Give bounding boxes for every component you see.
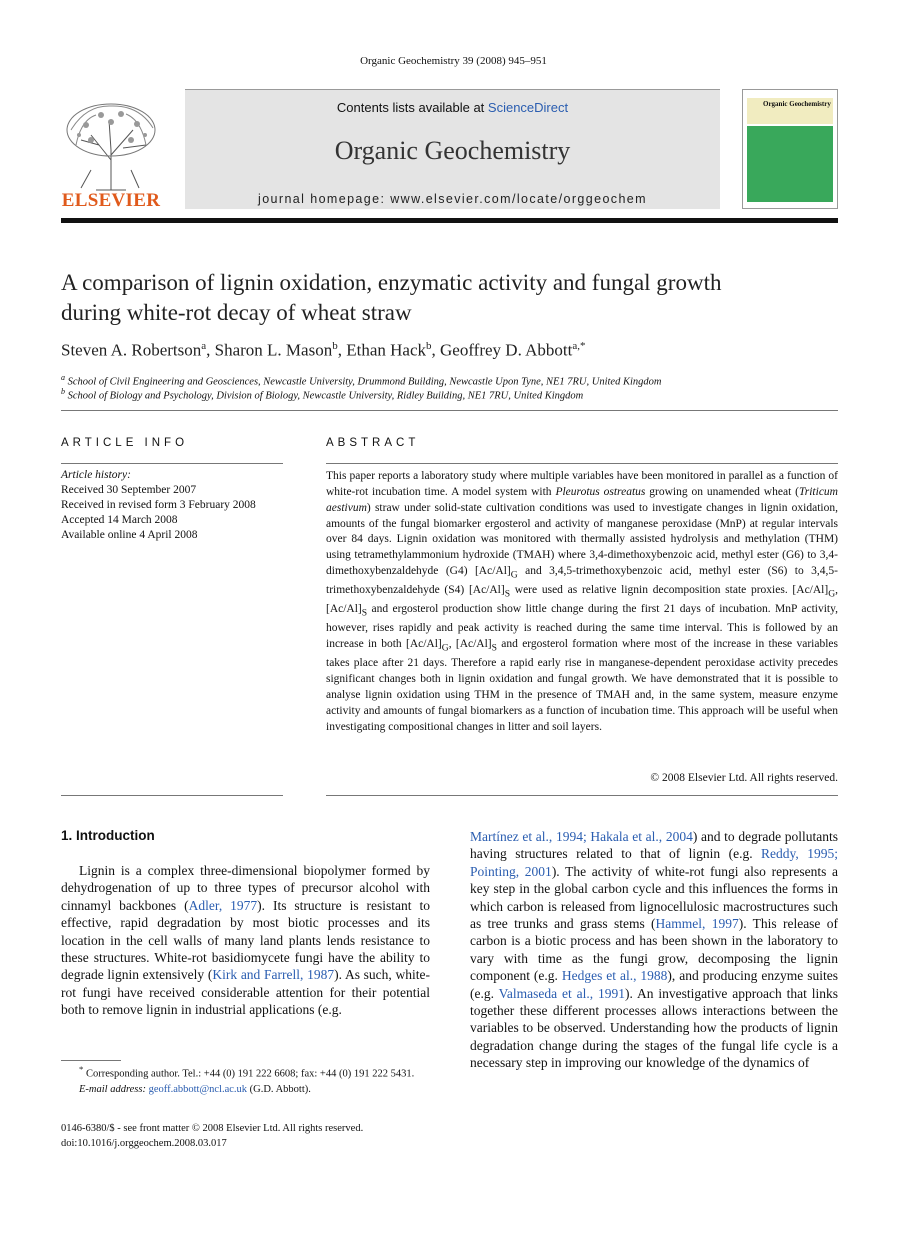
- email-link[interactable]: geoff.abbott@ncl.ac.uk: [148, 1083, 248, 1095]
- cover-green-panel: [747, 126, 833, 202]
- elsevier-wordmark: ELSEVIER: [61, 190, 161, 211]
- author-affiliation-mark: a,*: [572, 340, 586, 352]
- history-label: Article history:: [61, 469, 131, 481]
- reference-link[interactable]: Hedges et al., 1988: [561, 968, 668, 984]
- abstract-copyright: © 2008 Elsevier Ltd. All rights reserved.: [650, 772, 838, 784]
- author-name[interactable]: Sharon L. Mason: [214, 340, 333, 360]
- affiliation-text: School of Biology and Psychology, Division of Biology, Newcastle University, Ridley Building, NE1 7RU, United Kingdom: [67, 390, 584, 402]
- abstract-rule: [326, 463, 838, 464]
- article-title: A comparison of lignin oxidation, enzymatic activity and fungal growth during white-rot decay of wheat straw: [61, 270, 722, 325]
- sciencedirect-link[interactable]: ScienceDirect: [487, 100, 569, 115]
- affiliation-a: [61, 373, 661, 388]
- corresponding-author-footnote: * Corresponding author. Tel.: +44 (0) 191 222 6608; fax: +44 (0) 191 222 5431. E-mail address: geoff.abbott@ncl.ac.uk (G.D. Abbott).: [79, 1064, 415, 1095]
- species-name: Triticum aestivum: [326, 485, 838, 514]
- author-name[interactable]: Geoffrey D. Abbott: [440, 340, 573, 360]
- affiliation-text: School of Civil Engineering and Geosciences, Newcastle University, Drummond Building, Newcastle Upon Tyne, NE1 7RU, United Kingdom: [67, 376, 662, 388]
- author-name[interactable]: Ethan Hack: [346, 340, 426, 360]
- species-name: Pleurotus ostreatus: [555, 485, 646, 498]
- article-info-bottom-rule: [61, 795, 283, 796]
- reference-link[interactable]: Martínez et al., 1994; Hakala et al., 2004: [470, 829, 693, 844]
- header-top-rule: [185, 89, 720, 90]
- cover-title: Organic Geochemistry: [763, 100, 831, 108]
- reference-link[interactable]: Adler, 1977: [188, 897, 258, 913]
- header-heavy-rule: [61, 218, 838, 223]
- abstract-heading: ABSTRACT: [326, 437, 420, 449]
- reference-link[interactable]: Hammel, 1997: [655, 916, 739, 932]
- cover-bottom-band: [747, 202, 833, 206]
- elsevier-tree-logo-icon: [61, 100, 161, 192]
- history-accepted: Accepted 14 March 2008: [61, 514, 178, 526]
- history-received: Received 30 September 2007: [61, 484, 197, 496]
- author-affiliation-mark: a: [201, 340, 207, 352]
- email-label: E-mail address:: [79, 1083, 146, 1095]
- reference-link[interactable]: Valmaseda et al., 1991: [498, 985, 626, 1001]
- contents-prefix: Contents lists available at: [336, 100, 488, 115]
- article-info-heading: ARTICLE INFO: [61, 437, 189, 449]
- issn-doi-block: [61, 1121, 363, 1151]
- issn-line: 0146-6380/$ - see front matter © 2008 Elsevier Ltd. All rights reserved.: [61, 1123, 364, 1134]
- footnote-mark: *: [79, 1064, 84, 1074]
- author-affiliation-mark: b: [426, 340, 432, 352]
- article-info-rule: [61, 463, 283, 464]
- affiliation-b: [61, 387, 583, 402]
- reference-link[interactable]: Kirk and Farrell, 1987: [212, 967, 335, 983]
- author-affiliation-mark: b: [332, 340, 338, 352]
- footnote-rule: [61, 1060, 121, 1061]
- article-history: [61, 468, 256, 543]
- abstract-text: This paper reports a laboratory study where multiple variables have been monitored in parallel as a function of white-rot incubation time. A model system with Pleurotus ostreatus growing on unamended wheat (Triticum aestivum) straw under solid-state cultivation conditions was used to investigate changes in lignin oxidation, amounts of the fungal biomarker ergosterol and activity of manganese peroxidase (MnP) at regular intervals over 84 days. Lignin oxidation was monitored with thermally assisted hydrolysis and methylation (THM) using tetramethylammonium hydroxide (TMAH) where 3,4-dimethoxybenzoic acid, methyl ester (G6) to 3,4-dimethoxybenzaldehyde (G4) $[Ac/Al]_G$ and 3,4,5-trimethoxybenzoic acid, methyl ester (S6) to 3,4,5-trimethoxybenzaldehyde (S4) $[Ac/Al]_S$ were used as relative lignin decomposition state proxies. $[Ac/Al]_G$, $[Ac/Al]_S$ and ergosterol production show little change during the first 21 days of incubation. MnP activity, however, rises rapidly and peak activity is reached during the same time interval. This is followed by an increase in both $[Ac/Al]_G$, $[Ac/Al]_S$ and ergosterol formation where most of the increase in these variables takes place after 21 days. Therefore a rapid early rise in manganese-dependent peroxidase activity precedes significant changes both in lignin oxidation and fungal growth. We have demonstrated that it is possible to analyse lignin oxidation using THM in the presence of TMAH and, in the same system, measure enzyme activity and amounts of fungal biomarkers as a function of incubation time. This approach will be useful when investigating compositional changes in litter and soil layers.: [326, 470, 838, 733]
- history-revised: Received in revised form 3 February 2008: [61, 499, 256, 511]
- journal-homepage[interactable]: journal homepage: www.elsevier.com/locate/orggeochem: [258, 192, 647, 206]
- body-column-right: Martínez et al., 1994; Hakala et al., 2004) and to degrade pollutants having structures related to that of lignin (e.g. Reddy, 1995; Pointing, 2001). The activity of white-rot fungi also represents a key step in the global carbon cycle and this influences the forms in which carbon is released from lignocellulosic macrostructures such as tree trunks and grass stems (Hammel, 1997). This release of carbon is a biotic process and has been shown in the laboratory to vary with time as the fungi grow, decomposing the lignin component (e.g. Hedges et al., 1988), and producing enzyme suites (e.g. Valmaseda et al., 1991). An investigative approach that links together these different processes allows interactions between the variables to be observed. Understanding how the products of lignin degradation change during the stages of the fungal life cycle is a necessary step in improving our knowledge of the dynamics of: [470, 829, 839, 1071]
- author-list: Steven A. Robertson$^a$, Sharon L. Mason$^b$, Ethan Hack$^b$, Geoffrey D. Abbott$^{a,*}$: [61, 340, 586, 360]
- section-heading-introduction: 1. Introduction: [61, 828, 155, 843]
- affiliation-mark: b: [61, 387, 65, 396]
- reference-link[interactable]: Reddy, 1995; Pointing, 2001: [470, 846, 838, 879]
- author-name[interactable]: Steven A. Robertson: [61, 340, 202, 360]
- history-online: Available online 4 April 2008: [61, 529, 198, 541]
- journal-name: Organic Geochemistry: [334, 136, 571, 165]
- affiliation-rule: [61, 410, 838, 411]
- journal-cover-thumbnail: [742, 89, 838, 209]
- abstract-bottom-rule: [326, 795, 838, 796]
- doi-line[interactable]: doi:10.1016/j.orggeochem.2008.03.017: [61, 1138, 227, 1149]
- affiliation-mark: a: [61, 373, 65, 382]
- body-column-left: Lignin is a complex three-dimensional biopolymer formed by dehydrogenation of up to three types of precursor alcohol with cinnamyl backbones (Adler, 1977). Its structure is resistant to effective, rapid degradation by most biotic processes and its location in the cell walls of many land plants lends resistance to these structures. White-rot basidiomycete fungi have the ability to degrade lignin extensively (Kirk and Farrell, 1987). As such, white-rot fungi have received considerable attention for their potential both to remove lignin in industrial applications (e.g.: [61, 863, 430, 1018]
- contents-availability: [185, 100, 720, 115]
- journal-citation: Organic Geochemistry 39 (2008) 945–951: [360, 55, 547, 67]
